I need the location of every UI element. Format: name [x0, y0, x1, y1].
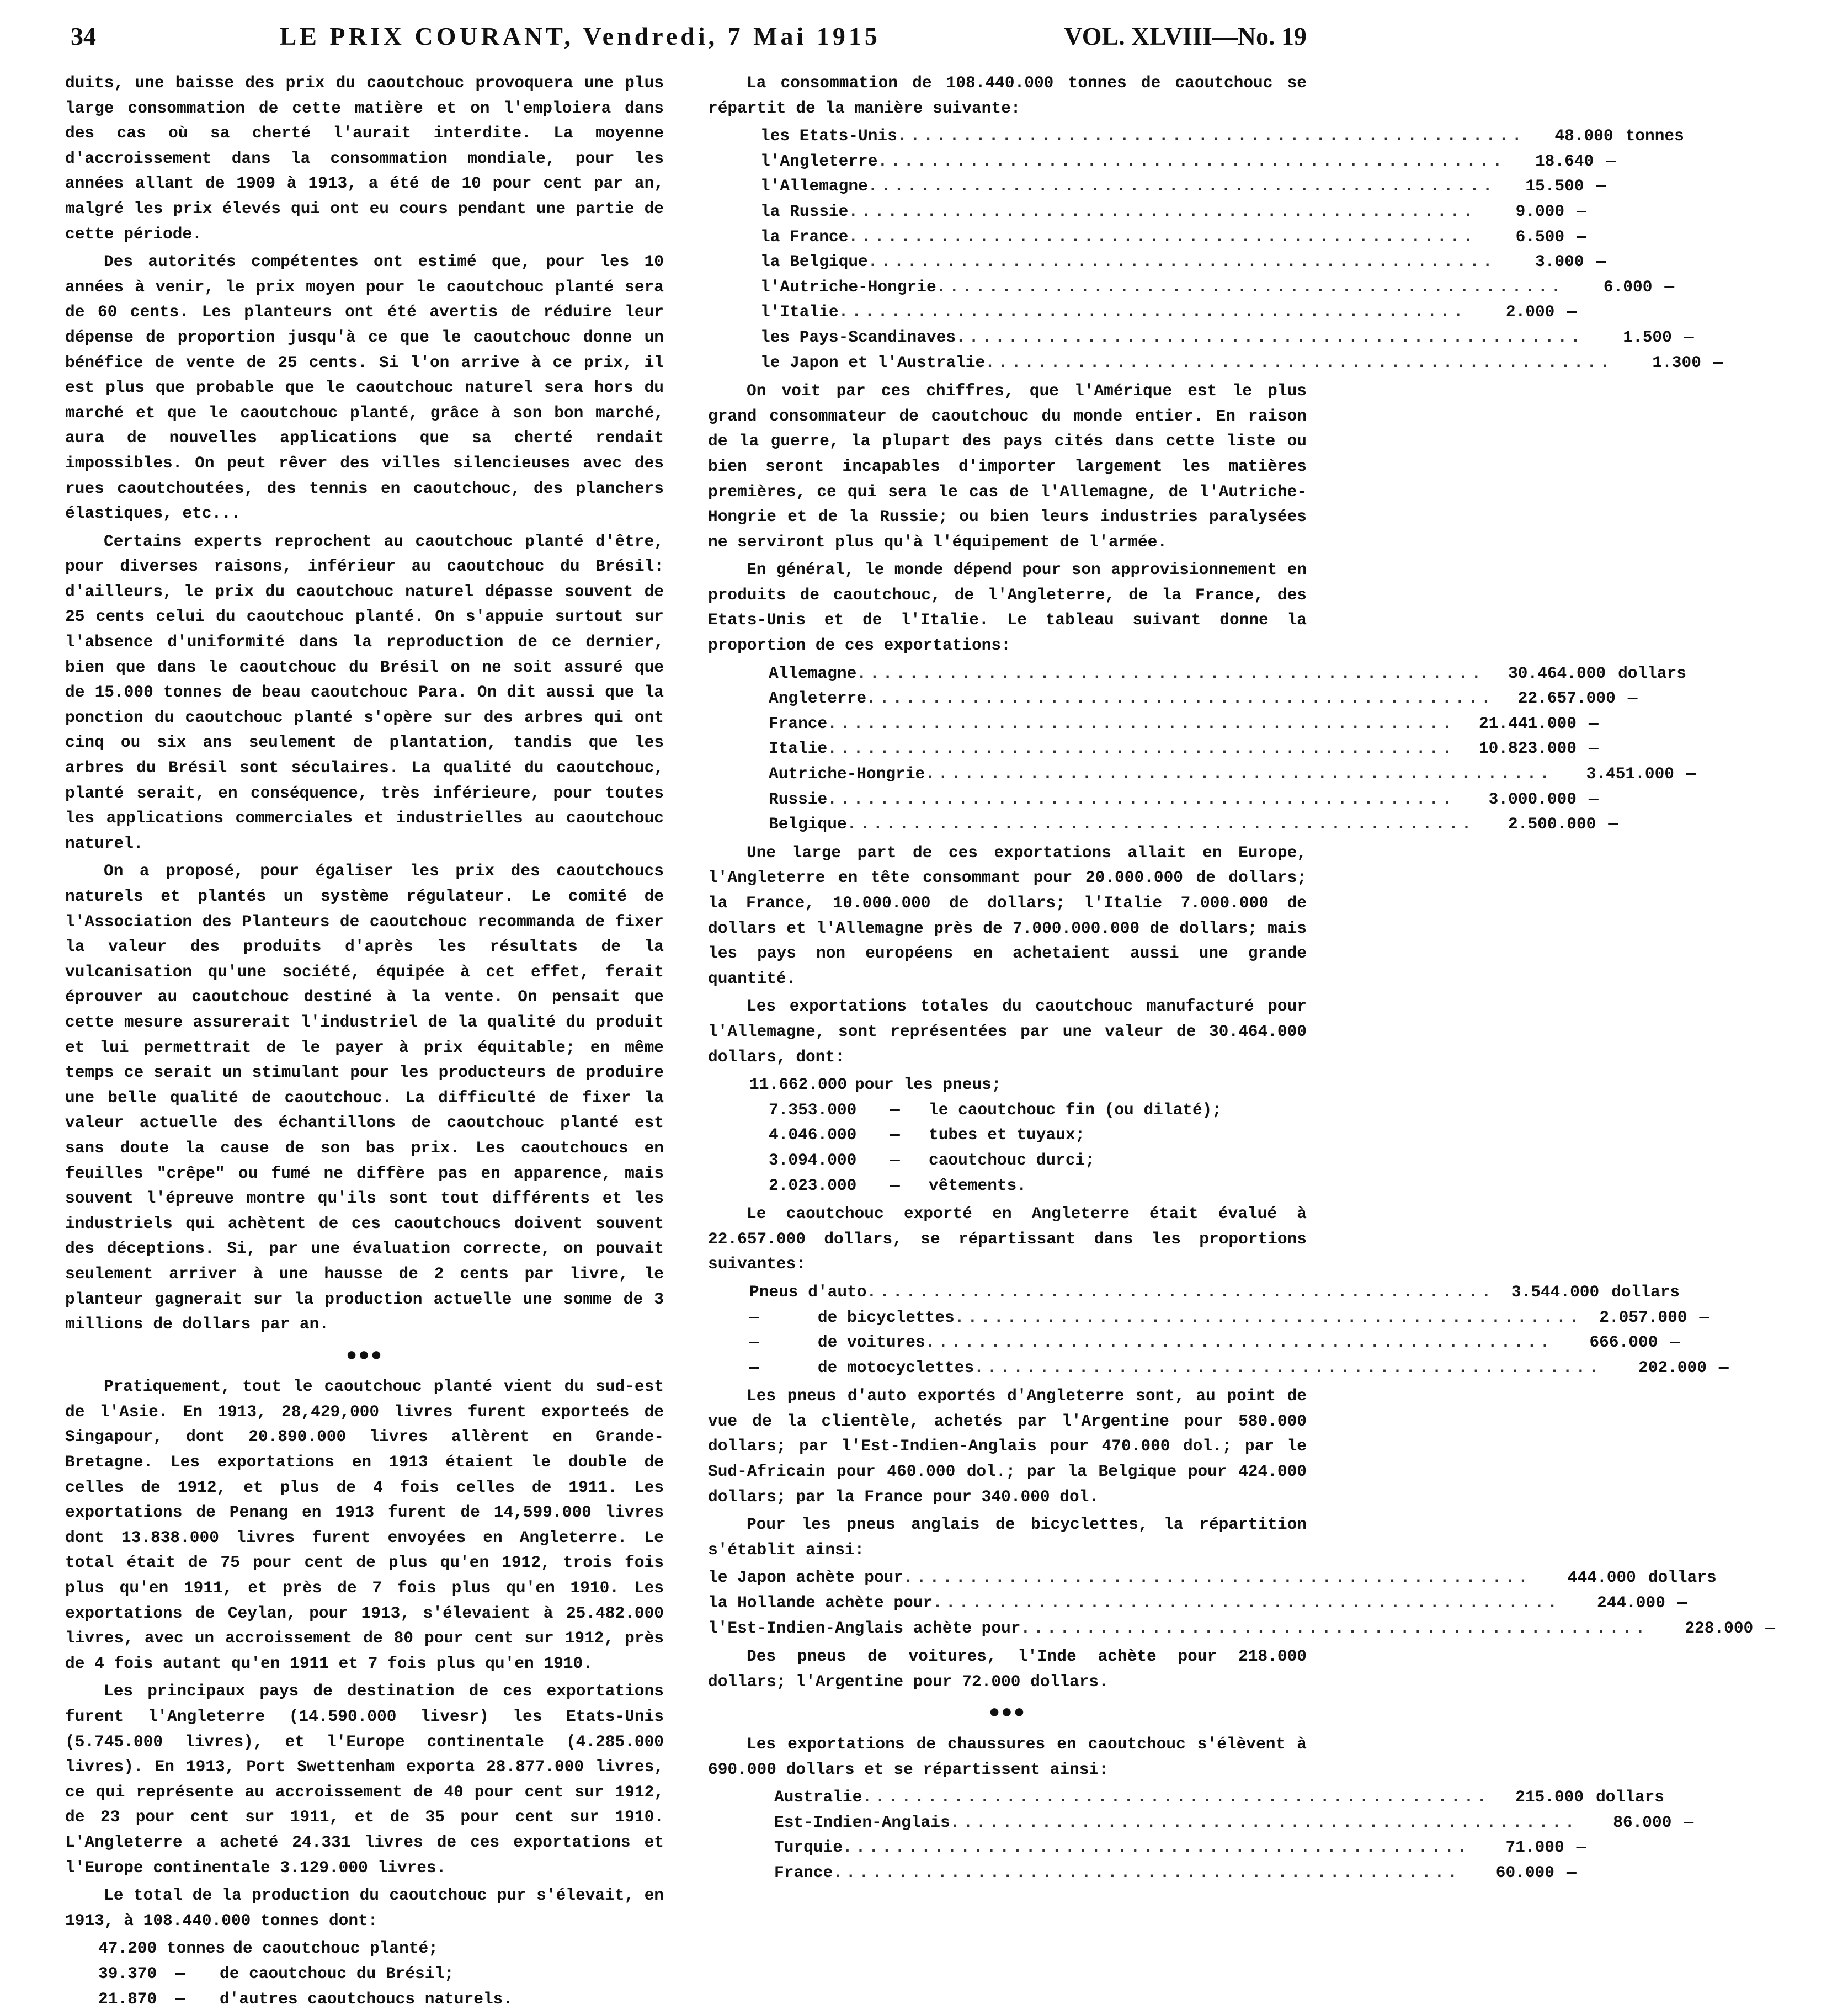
table-row: Autriche-Hongrie ................................................ 3.451.000 —: [769, 762, 1249, 787]
page-number: 34: [71, 22, 96, 50]
row-unit: tonnes: [1625, 126, 1684, 146]
row-label: le Japon achète pour: [708, 1568, 904, 1587]
list-value: 2.023.000: [769, 1176, 857, 1195]
row-label: la Hollande achète pour: [708, 1593, 933, 1613]
row-value: 15.500: [1525, 177, 1584, 196]
row-label: France: [774, 1863, 833, 1882]
row-label: Italie: [769, 739, 828, 758]
list-value: 7.353.000: [769, 1100, 857, 1119]
section-separator: ●●●: [345, 1345, 384, 1367]
table-row: Italie ................................................ 10.823.000 —: [769, 736, 1249, 762]
row-unit: —: [1588, 739, 1599, 758]
paragraph: Le total de la production du caoutchouc pur s'élevait, en 1913, à 108.440.000 tonnes dont:: [65, 1886, 664, 1930]
page-header: [71, 17, 1307, 55]
row-unit: —: [1576, 1838, 1586, 1857]
row-unit: dollars: [1596, 1788, 1664, 1807]
paragraph: On voit par ces chiffres, que l'Amérique est le plus grand consommateur de caoutchouc du monde entier. En raison de la guerre, la plupart des pays cités dans cette liste ou bien seront incapables d'importer largement les matières premières, ce qui sera le cas de l'Allemagne, de l'Autriche-Hongrie et de la Russie; ou bien leurs industries paralysées ne serviront plus qu'à l'équipement de l'armée.: [708, 381, 1307, 551]
row-unit: —: [1577, 227, 1586, 246]
list-item: [98, 1936, 664, 1961]
row-label: l'Italie: [760, 302, 839, 322]
row-value: 2.000: [1505, 302, 1555, 322]
volume-number: VOL. XLVIII—No. 19: [1064, 22, 1307, 50]
right-column: [708, 71, 1775, 1889]
row-label: Est-Indien-Anglais: [774, 1812, 950, 1832]
row-label: — de voitures: [749, 1333, 925, 1352]
list-item: [749, 1072, 1307, 1098]
row-value: 444.000: [1567, 1568, 1636, 1587]
row-value: 244.000: [1597, 1593, 1665, 1613]
row-label: l'Angleterre: [760, 151, 878, 171]
table-row: la Belgique ................................................ 3.000 —: [760, 249, 1257, 275]
row-label: Autriche-Hongrie: [769, 764, 925, 784]
england-exports-table: [708, 1280, 1729, 1380]
row-value: 2.057.000: [1599, 1307, 1687, 1327]
paragraph: En général, le monde dépend pour son approvisionnement en produits de caoutchouc, de l'Angleterre, de la France, des Etats-Unis et de l'Italie. Le tableau suivant donne la proportion de ces exportations:: [708, 560, 1307, 655]
row-unit: —: [1606, 151, 1616, 171]
journal-title: LE PRIX COURANT, Vendredi, 7 Mai 1915: [279, 22, 881, 50]
row-unit: —: [1686, 764, 1696, 784]
row-label: Allemagne: [769, 663, 857, 683]
list-item: [98, 1987, 664, 2012]
row-unit: —: [1627, 689, 1638, 708]
table-row: l'Angleterre ................................................ 18.640 —: [760, 149, 1257, 174]
table-row: les Etats-Unis ................................................ 48.000 tonnes: [760, 124, 1257, 149]
row-unit: —: [1596, 252, 1606, 272]
paragraph: Le caoutchouc exporté en Angleterre était évalué à 22.657.000 dollars, se répartissant dans les proportions suivantes:: [708, 1204, 1307, 1274]
row-unit: dollars: [1611, 1282, 1680, 1301]
row-value: 202.000: [1638, 1358, 1707, 1377]
paragraph: Une large part de ces exportations allait en Europe, l'Angleterre en tête consommant pour 20.000.000 de dollars; la France, 10.000.000 de dollars; l'Italie 7.000.000 de dollars et l'Allemagne près de 7.000.000.000 de dollars; mais les pays non européens en achetaient aussi une grande quantité.: [708, 843, 1307, 988]
row-value: 86.000: [1613, 1812, 1672, 1832]
row-unit: —: [1577, 201, 1586, 221]
paragraph: Les exportations totales du caoutchouc manufacturé pour l'Allemagne, sont représentées par une valeur de 30.464.000 dollars, dont:: [708, 997, 1307, 1066]
list-text: d'autres caoutchoucs naturels.: [220, 1989, 513, 2008]
row-label: France: [769, 714, 828, 733]
consumption-table: [708, 124, 1723, 375]
list-item: [769, 1123, 1307, 1148]
row-label: Turquie: [774, 1838, 843, 1857]
row-label: Belgique: [769, 815, 847, 834]
table-row: Allemagne ................................................ 30.464.000 dollars: [769, 661, 1249, 687]
row-label: la Belgique: [760, 252, 868, 272]
paragraph: Les exportations de chaussures en caoutchouc s'élèvent à 690.000 dollars et se répartissent ainsi:: [708, 1735, 1307, 1779]
row-unit: —: [1684, 1812, 1694, 1832]
list-text: le caoutchouc fin (ou dilaté);: [929, 1100, 1222, 1119]
table-row: l'Autriche-Hongrie ................................................ 6.000 —: [760, 275, 1257, 300]
row-unit: —: [1718, 1358, 1729, 1377]
table-row: l'Italie ................................................ 2.000 —: [760, 300, 1257, 325]
table-row: France ................................................ 60.000 —: [774, 1860, 1243, 1886]
row-value: 228.000: [1685, 1618, 1754, 1637]
table-row: la Russie ................................................ 9.000 —: [760, 199, 1257, 225]
table-row: Pneus d'auto ................................................ 3.544.000 dollars: [749, 1280, 1246, 1305]
row-label: les Pays-Scandinaves: [760, 327, 956, 347]
table-row: Turquie ................................................ 71.000 —: [774, 1835, 1243, 1860]
list-text: pour les pneus;: [855, 1075, 1002, 1094]
row-value: 60.000: [1495, 1863, 1554, 1882]
list-value: 47.200 tonnes: [98, 1939, 226, 1958]
ditto-mark: —: [175, 1964, 185, 1983]
paragraph: Certains experts reprochent au caoutchouc planté d'être, pour diverses raisons, inférieur au caoutchouc du Brésil: d'ailleurs, le prix du caoutchouc naturel dépasse souvent de 25 cents celui du caoutchouc planté. On s'appuie surtout sur l'absence d'uniformité dans la reproduction de ce dernier, bien que dans le caoutchouc du Brésil on ne soit assuré que de 15.000 tonnes de beau caoutchouc Para. On dit aussi que la ponction du caoutchouc planté s'opère sur des arbres qui ont cinq ou six ans seulement de plantation, tandis que les arbres du Brésil sont séculaires. La qualité du caoutchouc, planté serait, en conséquence, très inférieure, pour toutes les applications commerciales et industrielles au caoutchouc naturel.: [65, 531, 664, 853]
list-value: 21.870: [98, 1989, 157, 2008]
list-value: 4.046.000: [769, 1125, 857, 1145]
ditto-mark: —: [890, 1150, 900, 1169]
paragraph: Pour les pneus anglais de bicyclettes, la répartition s'établit ainsi:: [708, 1515, 1307, 1559]
row-value: 21.441.000: [1478, 714, 1577, 733]
list-text: de caoutchouc du Brésil;: [220, 1964, 454, 1983]
table-row: Australie ................................................ 215.000 dollars: [774, 1785, 1243, 1810]
table-row: Est-Indien-Anglais ................................................ 86.000 —: [774, 1810, 1243, 1836]
row-value: 215.000: [1515, 1788, 1584, 1807]
row-unit: dollars: [1618, 663, 1686, 683]
row-label: les Etats-Unis: [760, 126, 897, 146]
row-unit: —: [1765, 1618, 1775, 1637]
table-row: la Hollande achète pour ................................................ 244.000 —: [708, 1591, 1304, 1616]
paragraph: Les principaux pays de destination de ces exportations furent l'Angleterre (14.590.000 livesr) les Etats-Unis (5.745.000 livres), et l'Europe continentale (4.285.000 livres). En 1913, Port Swettenham exporta 28.877.000 livres, ce qui représente au accroissement de 40 pour cent sur 1912, de 23 pour cent sur 1911, et de 35 pour cent sur 1910. L'Angleterre a acheté 24.331 livres de ces exportations et l'Europe continentale 3.129.000 livres.: [65, 1682, 664, 1877]
row-label: Pneus d'auto: [749, 1282, 867, 1301]
row-label: l'Allemagne: [760, 177, 868, 196]
row-value: 30.464.000: [1508, 663, 1606, 683]
row-unit: —: [1588, 789, 1599, 809]
list-item: [98, 1961, 664, 1987]
table-row: Angleterre ................................................ 22.657.000 —: [769, 686, 1249, 711]
ditto-mark: —: [890, 1176, 900, 1195]
list-text: caoutchouc durci;: [929, 1150, 1095, 1169]
bicycle-tyres-table: [708, 1565, 1775, 1641]
row-label: la Russie: [760, 201, 849, 221]
table-row: l'Allemagne ................................................ 15.500 —: [760, 174, 1257, 199]
list-item: [769, 1148, 1307, 1173]
paragraph: On a proposé, pour égaliser les prix des caoutchoucs naturels et plantés un système régulateur. Le comité de l'Association des Planteurs de caoutchouc recommanda de fixer la valeur des produits d'après les résultats de la vulcanisation qu'une société, équipée à cet effet, ferait éprouver au caoutchouc destiné à la vente. On pensait que cette mesure assurerait l'industriel de la qualité du produit et lui permettrait de le payer à prix équitable; en même temps ce serait un stimulant pour les producteurs de produire une belle qualité de caoutchouc. La difficulté de fixer la valeur actuelle des échantillons de caoutchouc planté est sans doute la cause de son bas prix. Les caoutchoucs en feuilles "crêpe" ou fumé ne diffère pas en apparence, mais souvent l'épreuve montre qu'ils sont tout différents et les industriels qui achètent de ces caoutchoucs doivent souvent des déceptions. Si, par une évaluation correcte, on pouvait seulement arriver à une hausse de 2 cents par livre, le planteur gagnerait sur la production actuelle une somme de 3 millions de dollars par an.: [65, 862, 664, 1334]
row-label: la France: [760, 227, 849, 246]
production-list: [65, 1936, 664, 2012]
row-label: — de bicyclettes: [749, 1307, 955, 1327]
row-value: 10.823.000: [1478, 739, 1577, 758]
row-unit: —: [1566, 1863, 1577, 1882]
paragraph: Pratiquement, tout le caoutchouc planté vient du sud-est de l'Asie. En 1913, 28,429,000 livres furent exporteés de Singapour, dont 20.890.000 livres allèrent en Grande-Bretagne. Les exportations en 1913 étaient le double de celles de 1912, et plus de 4 fois celles de 1911. Les exportations de Penang en 1913 furent de 14,599.000 livres dont 13.838.000 livres furent envoyées en Angleterre. Le total était de 75 pour cent de plus qu'en 1912, trois fois plus qu'en 1911, et près de 7 fois plus qu'en 1910. Les exportations de Ceylan, pour 1913, s'élevaient à 25.482.000 livres, avec un accroissement de 80 pour cent sur 1912, près de 4 fois autant qu'en 1911 et 7 fois plus qu'en 1910.: [65, 1377, 664, 1673]
row-label: — de motocyclettes: [749, 1358, 974, 1377]
table-row: — de motocyclettes ................................................ 202.000 —: [749, 1355, 1246, 1381]
row-unit: —: [1608, 815, 1618, 834]
paragraph: Les pneus d'auto exportés d'Angleterre sont, au point de vue de la clientèle, achetés par l'Argentine pour 580.000 dollars; par l'Est-Indien-Anglais pour 470.000 dol.; par le Sud-Africain pour 460.000 dol.; par la Belgique pour 424.000 dollars; par la France pour 340.000 dol.: [708, 1386, 1307, 1506]
ditto-mark: —: [175, 1989, 185, 2008]
row-value: 9.000: [1515, 201, 1565, 221]
list-value: 11.662.000: [749, 1075, 848, 1094]
paragraph: La consommation de 108.440.000 tonnes de caoutchouc se répartit de la manière suivante:: [708, 73, 1307, 118]
row-value: 6.500: [1515, 227, 1565, 246]
row-label: l'Autriche-Hongrie: [760, 277, 936, 296]
row-unit: —: [1699, 1307, 1709, 1327]
list-item: [769, 1173, 1307, 1199]
exports-table: [708, 661, 1696, 837]
table-row: le Japon achète pour ................................................ 444.000 dollars: [708, 1565, 1304, 1591]
row-value: 3.451.000: [1586, 764, 1674, 784]
row-value: 6.000: [1603, 277, 1653, 296]
row-label: Australie: [774, 1788, 862, 1807]
table-row: France ................................................ 21.441.000 —: [769, 711, 1249, 737]
row-unit: —: [1677, 1593, 1687, 1613]
row-value: 2.500.000: [1508, 815, 1596, 834]
ditto-mark: —: [890, 1125, 900, 1145]
row-value: 48.000: [1554, 126, 1613, 146]
table-row: — de voitures ................................................ 666.000 —: [749, 1330, 1246, 1355]
row-label: l'Est-Indien-Anglais achète pour: [708, 1618, 1021, 1637]
row-label: Russie: [769, 789, 828, 809]
row-unit: —: [1684, 327, 1694, 347]
table-row: Russie ................................................ 3.000.000 —: [769, 787, 1249, 812]
row-value: 22.657.000: [1517, 689, 1616, 708]
row-value: 18.640: [1535, 151, 1594, 171]
paragraph: duits, une baisse des prix du caoutchouc provoquera une plus large consommation de cette matière et on l'emploiera dans des cas où sa cherté l'aurait interdite. La moyenne d'accroissement dans la consommation mondiale, pour les années allant de 1909 à 1913, a été de 10 pour cent par an, malgré les prix élevés qui ont eu cours pendant une partie de cette période.: [65, 73, 664, 243]
row-value: 3.000.000: [1488, 789, 1577, 809]
row-unit: —: [1670, 1333, 1680, 1352]
rubber-shoes-table: [708, 1785, 1694, 1885]
row-label: le Japon et l'Australie: [760, 353, 986, 372]
list-value: 3.094.000: [769, 1150, 857, 1169]
list-text: de caoutchouc planté;: [233, 1939, 438, 1958]
row-unit: —: [1588, 714, 1599, 733]
row-unit: —: [1567, 302, 1577, 322]
row-unit: dollars: [1648, 1568, 1717, 1587]
table-row: — de bicyclettes ................................................ 2.057.000 —: [749, 1305, 1246, 1331]
paragraph: Des pneus de voitures, l'Inde achète pour 218.000 dollars; l'Argentine pour 72.000 dollars.: [708, 1647, 1307, 1691]
row-value: 1.500: [1623, 327, 1672, 347]
left-column: [65, 71, 664, 2015]
list-text: tubes et tuyaux;: [929, 1125, 1085, 1145]
list-value: 39.370: [98, 1964, 157, 1983]
list-item: [769, 1098, 1307, 1123]
row-unit: —: [1664, 277, 1675, 296]
paragraph: Des autorités compétentes ont estimé que, pour les 10 années à venir, le prix moyen pour le caoutchouc planté sera de 60 cents. Les planteurs ont été avertis de réduire leur dépense de proportion jusqu'à ce que le caoutchouc donne un bénéfice de vente de 25 cents. Si l'on arrive à ce prix, il est plus que probable que le caoutchouc naturel sera hors du marché et que le caoutchouc planté, grâce à son bon marché, aura de nouvelles applications que sa cherté rendait impossibles. On peut rêver des villes silencieuses avec des rues caoutchoutées, des tennis en caoutchouc, des planchers élastiques, etc...: [65, 252, 664, 523]
table-row: l'Est-Indien-Anglais achète pour ................................................ 228.000 —: [708, 1616, 1304, 1641]
row-value: 71.000: [1505, 1838, 1564, 1857]
row-value: 666.000: [1589, 1333, 1658, 1352]
row-value: 1.300: [1652, 353, 1701, 372]
table-row: le Japon et l'Australie ................................................ 1.300 —: [760, 350, 1257, 376]
list-text: vêtements.: [929, 1176, 1027, 1195]
row-value: 3.000: [1535, 252, 1584, 272]
row-value: 3.544.000: [1511, 1282, 1600, 1301]
ditto-mark: —: [890, 1100, 900, 1119]
row-unit: —: [1596, 177, 1606, 196]
table-row: la France ................................................ 6.500 —: [760, 225, 1257, 250]
section-separator: ●●●: [988, 1703, 1026, 1724]
table-row: les Pays-Scandinaves ................................................ 1.500 —: [760, 325, 1257, 350]
german-exports-list: [708, 1072, 1307, 1198]
row-label: Angleterre: [769, 689, 867, 708]
row-unit: —: [1713, 353, 1723, 372]
table-row: Belgique ................................................ 2.500.000 —: [769, 812, 1249, 837]
